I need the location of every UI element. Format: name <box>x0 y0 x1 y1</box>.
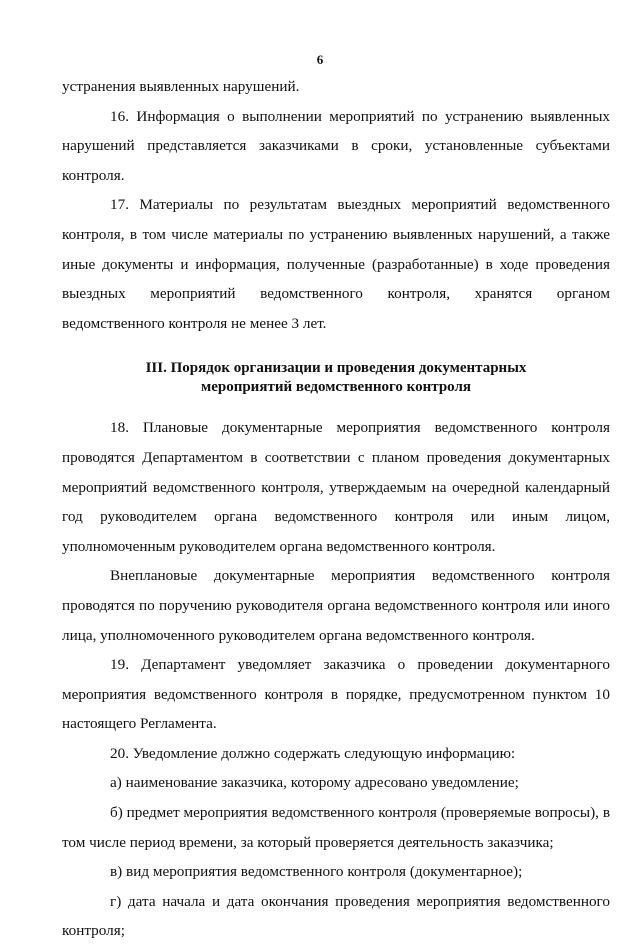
paragraph-20a: а) наименование заказчика, которому адресовано уведомление; <box>110 774 519 792</box>
paragraph-20c: в) вид мероприятия ведомственного контроля (документарное); <box>110 863 523 881</box>
paragraph-continuation: устранения выявленных нарушений. <box>62 78 300 95</box>
paragraph-18: 18. Плановые документарные мероприятия ведомственного контроля проводятся Департаментом в соответствии с планом проведения документарных мероприятий ведомственного контроля, утверждаемым на очередной календарный год руководителем органа ведомственного контроля или иным лицом, уполномоченным руководителем органа ведомственного контроля. <box>62 419 610 555</box>
paragraph-20d: г) дата начала и дата окончания проведения мероприятия ведомственного контроля; <box>62 892 610 940</box>
paragraph-17: 17. Материалы по результатам выездных мероприятий ведомственного контроля, в том числе материалы по устранению выявленных нарушений, а также иные документы и информация, полученные (разработанные) в ходе проведения выездных мероприятий ведомственного контроля, хранятся органом ведомственного контроля не менее 3 лет. <box>62 196 610 332</box>
paragraph-16: 16. Информация о выполнении мероприятий по устранению выявленных нарушений представляется заказчиками в сроки, установленные субъектами контроля. <box>62 107 610 184</box>
section-heading-line-1: III. Порядок организации и проведения документарных <box>145 360 527 377</box>
paragraph-20b: б) предмет мероприятия ведомственного контроля (проверяемые вопросы), в том числе период времени, за который проверяется деятельность заказчика; <box>62 804 610 851</box>
paragraph-19: 19. Департамент уведомляет заказчика о проведении документарного мероприятия ведомственного контроля в порядке, предусмотренном пунктом 10 настоящего Регламента. <box>62 656 610 733</box>
paragraph-20: 20. Уведомление должно содержать следующую информацию: <box>110 744 516 762</box>
page-number: 6 <box>316 52 324 67</box>
document-body <box>62 72 610 946</box>
paragraph-unscheduled: Внеплановые документарные мероприятия ведомственного контроля проводятся по поручению руководителя органа ведомственного контроля или иного лица, уполномоченного руководителем органа ведомственного контроля. <box>62 567 610 644</box>
section-heading <box>62 359 610 397</box>
section-heading-line-2: мероприятий ведомственного контроля <box>200 379 471 396</box>
